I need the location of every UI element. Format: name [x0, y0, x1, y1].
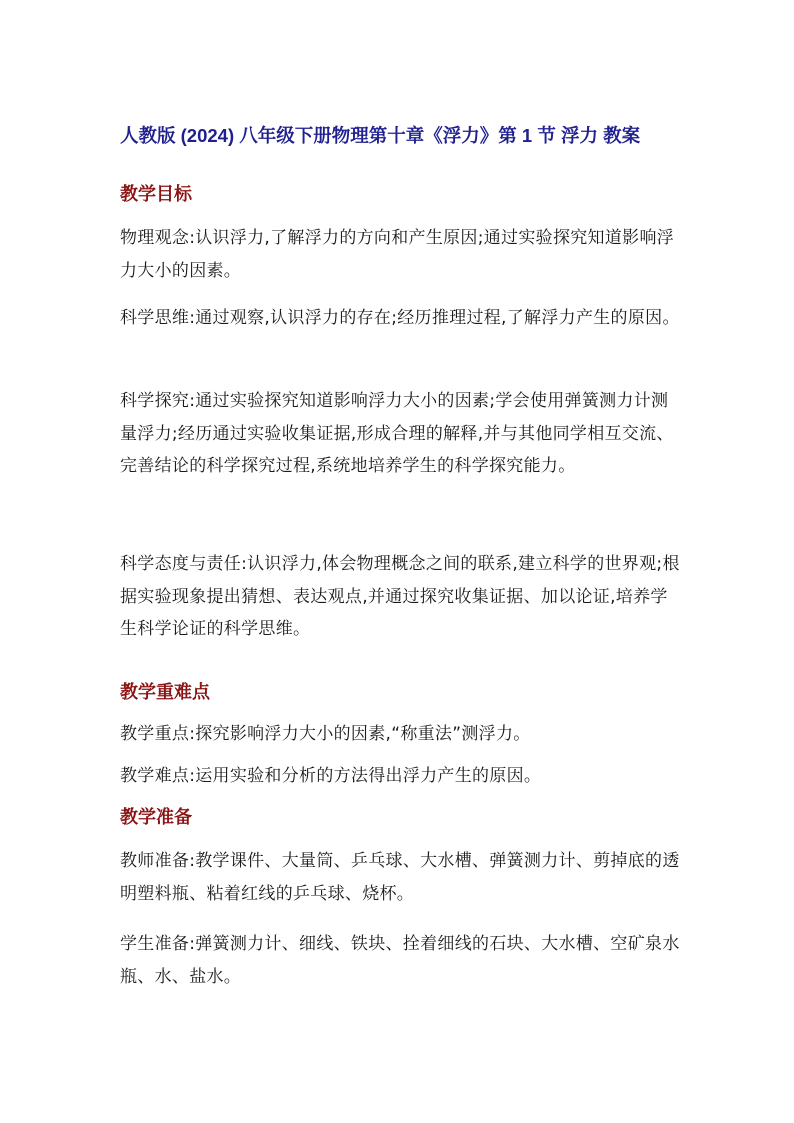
- section-heading-objectives: 教学目标: [120, 184, 192, 205]
- paragraph-key-point: 教学重点:探究影响浮力大小的因素,“称重法”测浮力。: [120, 724, 531, 744]
- paragraph-teacher-preparation: 教师准备:教学课件、大量筒、乒乓球、大水槽、弹簧测力计、剪掉底的透明塑料瓶、粘着红线的乒乓球、烧杯。: [120, 851, 680, 904]
- paragraph-attitude-responsibility: 科学态度与责任:认识浮力,体会物理概念之间的联系,建立科学的世界观;根据实验现象提出猜想、表达观点,并通过探究收集证据、加以论证,培养学生科学论证的科学思维。: [120, 554, 680, 639]
- paragraph-student-preparation: 学生准备:弹簧测力计、细线、铁块、拴着细线的石块、大水槽、空矿泉水瓶、水、盐水。: [120, 934, 680, 987]
- paragraph-scientific-inquiry: 科学探究:通过实验探究知道影响浮力大小的因素;学会使用弹簧测力计测量浮力;经历通过实验收集证据,形成合理的解释,并与其他同学相互交流、完善结论的科学探究过程,系统地培养学生的科学探究能力。: [120, 391, 674, 476]
- paragraph-physics-concept: 物理观念:认识浮力,了解浮力的方向和产生原因;通过实验探究知道影响浮力大小的因素。: [120, 228, 675, 281]
- section-heading-preparation: 教学准备: [120, 807, 192, 828]
- document-title: 人教版 (2024) 八年级下册物理第十章《浮力》第 1 节 浮力 教案: [120, 125, 641, 146]
- section-heading-key-points: 教学重难点: [120, 682, 210, 703]
- paragraph-scientific-thinking: 科学思维:通过观察,认识浮力的存在;经历推理过程,了解浮力产生的原因。: [120, 308, 680, 328]
- paragraph-difficult-point: 教学难点:运用实验和分析的方法得出浮力产生的原因。: [120, 766, 542, 786]
